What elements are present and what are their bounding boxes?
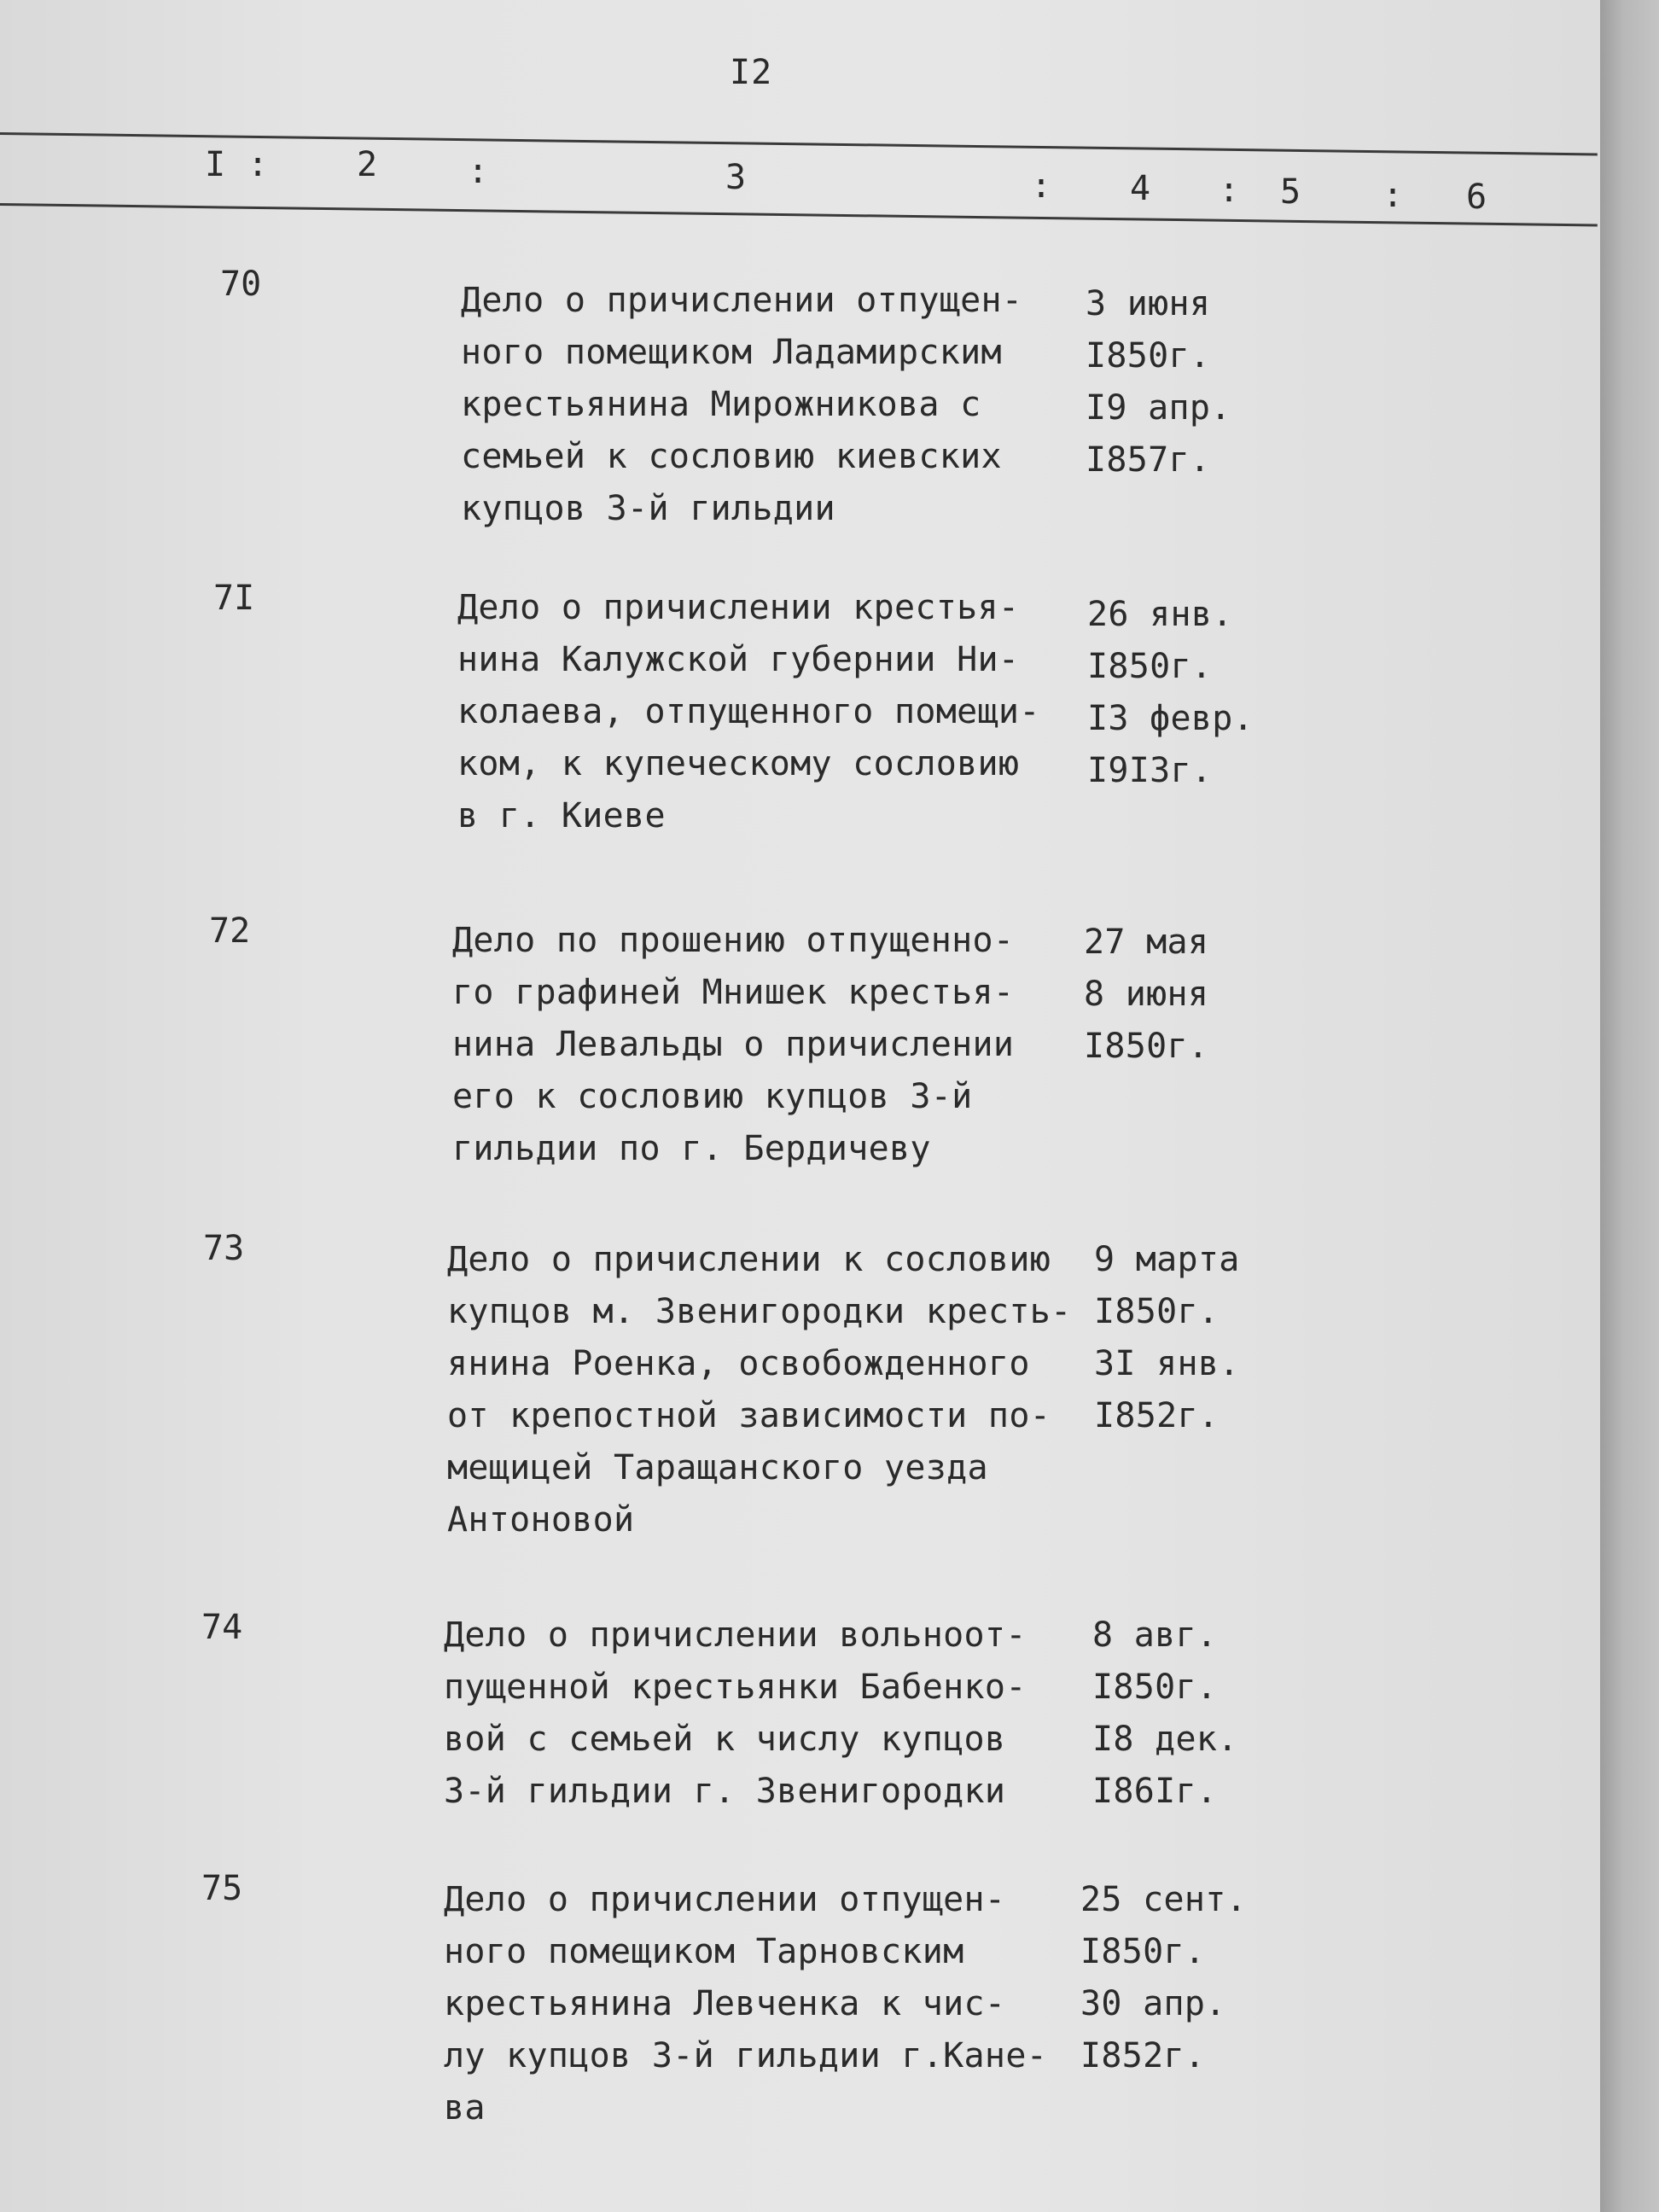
date-line: I8 дек. (1092, 1720, 1238, 1759)
column-separator: : (468, 152, 489, 191)
description-line: семьей к сословию киевских (461, 437, 1002, 476)
description-line: нина Левальды о причислении (452, 1025, 1015, 1064)
description-line: го графиней Мнишек крестья- (452, 973, 1015, 1012)
entry-dates (1087, 589, 1254, 797)
description-line: Дело о причислении крестья- (457, 588, 1020, 627)
entry-dates (1092, 1610, 1238, 1818)
entry-number: 70 (220, 265, 262, 304)
date-line: I850г. (1084, 1027, 1209, 1066)
entry-number: 75 (201, 1869, 243, 1908)
description-line: его к сословию купцов 3-й (452, 1077, 973, 1116)
date-line: 3I янв. (1094, 1344, 1240, 1383)
column-separator: : (1382, 176, 1404, 215)
entry-dates (1084, 917, 1208, 1073)
date-line: 3 июня (1086, 284, 1211, 323)
date-line: I857г. (1086, 440, 1211, 480)
column-header-4: 4 (1130, 169, 1151, 208)
description-line: Антоновой (447, 1500, 635, 1540)
description-line: ного помещиком Тарновским (444, 1932, 964, 1971)
description-line: Дело о причислении к сословию (447, 1240, 1051, 1279)
description-line: крестьянина Левченка к чис- (444, 1984, 1006, 2023)
entry-dates (1080, 1874, 1247, 2082)
date-line: 30 апр. (1080, 1984, 1226, 2023)
date-line: I3 февр. (1087, 699, 1254, 738)
date-line: I850г. (1087, 647, 1213, 686)
description-line: нина Калужской губернии Ни- (457, 640, 1020, 679)
description-line: Дело по прошению отпущенно- (452, 921, 1015, 960)
page-number: I2 (730, 53, 773, 92)
column-separator: : (247, 145, 269, 184)
description-line: янина Роенка, освобожденного (447, 1344, 1030, 1383)
date-line: I9 апр. (1086, 388, 1231, 428)
date-line: I850г. (1092, 1668, 1218, 1707)
entry-dates (1094, 1234, 1240, 1442)
entry-description (444, 1610, 1027, 1818)
column-header-6: 6 (1466, 178, 1487, 217)
description-line: 3-й гильдии г. Звенигородки (444, 1772, 1006, 1811)
description-line: ва (444, 2088, 486, 2128)
column-header-5: 5 (1280, 172, 1301, 212)
entry-number: 74 (201, 1608, 243, 1647)
description-line: вой с семьей к числу купцов (444, 1720, 1006, 1759)
description-line: лу купцов 3-й гильдии г.Кане- (444, 2036, 1048, 2075)
description-line: ком, к купеческому сословию (457, 744, 1020, 783)
description-line: крестьянина Мирожникова с (461, 385, 981, 424)
column-header-1: I (205, 145, 226, 184)
column-separator: : (1031, 166, 1052, 206)
description-line: Дело о причислении вольноот- (444, 1615, 1027, 1655)
date-line: 8 авг. (1092, 1615, 1218, 1655)
date-line: 27 мая (1084, 923, 1209, 962)
column-separator: : (1219, 171, 1240, 210)
column-header-3: 3 (725, 158, 747, 197)
entry-number: 72 (209, 911, 251, 951)
description-line: в г. Киеве (457, 796, 666, 835)
date-line: 8 июня (1084, 975, 1209, 1014)
column-header-2: 2 (357, 145, 378, 184)
description-line: купцов 3-й гильдии (461, 489, 835, 528)
description-line: ного помещиком Ладамирским (461, 333, 1002, 372)
date-line: I9I3г. (1087, 751, 1213, 790)
description-line: гильдии по г. Бердичеву (452, 1129, 931, 1168)
entry-description (461, 275, 1022, 535)
date-line: I852г. (1080, 2036, 1206, 2075)
date-line: I850г. (1094, 1292, 1220, 1331)
header-top-rule (0, 132, 1598, 156)
description-line: Дело о причислении отпущен- (444, 1880, 1006, 1919)
entry-description (452, 915, 1014, 1175)
description-line: мещицей Таращанского уезда (447, 1448, 988, 1487)
description-line: колаева, отпущенного помещи- (457, 692, 1040, 731)
date-line: I850г. (1080, 1932, 1206, 1971)
description-line: пущенной крестьянки Бабенко- (444, 1668, 1027, 1707)
entry-number: 73 (203, 1229, 245, 1268)
page-edge-shadow (1600, 0, 1659, 2212)
entry-dates (1086, 278, 1231, 486)
date-line: I850г. (1086, 336, 1211, 375)
entry-description (447, 1234, 1071, 1546)
description-line: Дело о причислении отпущен- (461, 281, 1023, 320)
date-line: I86Iг. (1092, 1772, 1218, 1811)
date-line: I852г. (1094, 1396, 1220, 1435)
date-line: 9 марта (1094, 1240, 1240, 1279)
date-line: 25 сент. (1080, 1880, 1248, 1919)
header-bottom-rule (0, 203, 1598, 227)
entry-description (457, 582, 1040, 842)
entry-number: 7I (213, 579, 255, 618)
entry-description (444, 1874, 1047, 2134)
description-line: от крепостной зависимости по- (447, 1396, 1051, 1435)
date-line: 26 янв. (1087, 595, 1233, 634)
description-line: купцов м. Звенигородки кресть- (447, 1292, 1072, 1331)
